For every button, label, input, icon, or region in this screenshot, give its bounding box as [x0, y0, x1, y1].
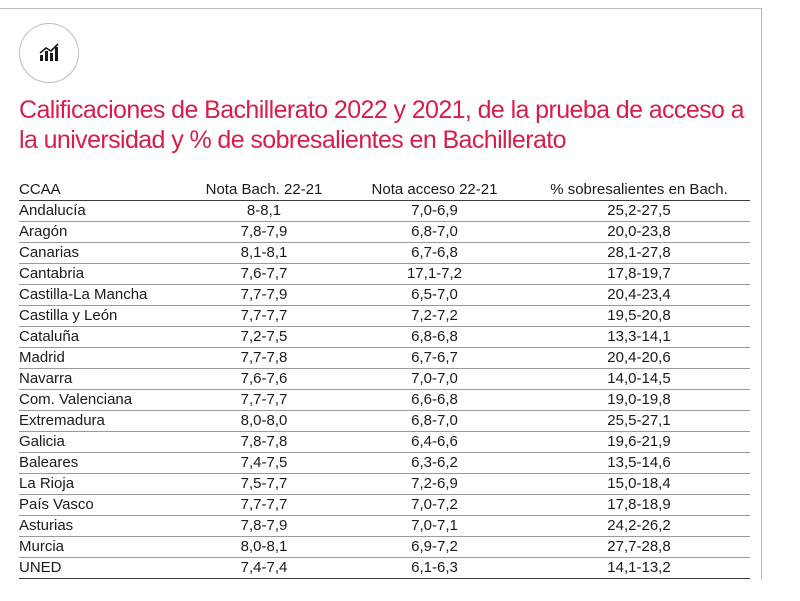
- nota-acceso-cell: 6,7-6,8: [341, 243, 528, 264]
- sobresalientes-cell: 25,5-27,1: [528, 411, 750, 432]
- nota-acceso-cell: 6,8-6,8: [341, 327, 528, 348]
- region-cell: Cataluña: [19, 327, 187, 348]
- table-row: [19, 369, 750, 390]
- table-row: [19, 558, 750, 579]
- sobresalientes-cell: 14,1-13,2: [528, 558, 750, 579]
- bar-chart-icon: [37, 41, 61, 65]
- region-cell: Canarias: [19, 243, 187, 264]
- table-row: [19, 537, 750, 558]
- sobresalientes-cell: 28,1-27,8: [528, 243, 750, 264]
- nota-bach-cell: 7,6-7,6: [187, 369, 341, 390]
- nota-acceso-cell: 7,0-6,9: [341, 201, 528, 222]
- table-row: [19, 306, 750, 327]
- nota-bach-cell: 7,5-7,7: [187, 474, 341, 495]
- table-row: [19, 285, 750, 306]
- sobresalientes-cell: 13,3-14,1: [528, 327, 750, 348]
- sobresalientes-cell: 27,7-28,8: [528, 537, 750, 558]
- sobresalientes-cell: 19,6-21,9: [528, 432, 750, 453]
- nota-acceso-cell: 6,1-6,3: [341, 558, 528, 579]
- nota-acceso-cell: 6,6-6,8: [341, 390, 528, 411]
- nota-acceso-cell: 7,2-7,2: [341, 306, 528, 327]
- nota-acceso-cell: 6,7-6,7: [341, 348, 528, 369]
- column-header-ccaa: CCAA: [19, 180, 187, 201]
- nota-bach-cell: 7,7-7,9: [187, 285, 341, 306]
- table-row: [19, 411, 750, 432]
- table-row: [19, 348, 750, 369]
- region-cell: Castilla-La Mancha: [19, 285, 187, 306]
- table-row: [19, 327, 750, 348]
- sobresalientes-cell: 17,8-18,9: [528, 495, 750, 516]
- frame-top-border: [0, 8, 762, 9]
- nota-acceso-cell: 6,4-6,6: [341, 432, 528, 453]
- nota-acceso-cell: 7,0-7,2: [341, 495, 528, 516]
- nota-bach-cell: 7,4-7,5: [187, 453, 341, 474]
- nota-acceso-cell: 6,9-7,2: [341, 537, 528, 558]
- nota-acceso-cell: 7,0-7,1: [341, 516, 528, 537]
- region-cell: Aragón: [19, 222, 187, 243]
- table-row: [19, 453, 750, 474]
- region-cell: La Rioja: [19, 474, 187, 495]
- sobresalientes-cell: 19,0-19,8: [528, 390, 750, 411]
- region-cell: UNED: [19, 558, 187, 579]
- region-cell: Extremadura: [19, 411, 187, 432]
- region-cell: Andalucía: [19, 201, 187, 222]
- region-cell: Cantabria: [19, 264, 187, 285]
- nota-acceso-cell: 7,0-7,0: [341, 369, 528, 390]
- nota-bach-cell: 8,0-8,0: [187, 411, 341, 432]
- sobresalientes-cell: 24,2-26,2: [528, 516, 750, 537]
- column-header-nota-acceso: Nota acceso 22-21: [341, 180, 528, 201]
- nota-bach-cell: 8,0-8,1: [187, 537, 341, 558]
- sobresalientes-cell: 20,0-23,8: [528, 222, 750, 243]
- chart-badge: [19, 23, 79, 83]
- nota-bach-cell: 7,8-7,9: [187, 516, 341, 537]
- data-table: [19, 180, 750, 579]
- sobresalientes-cell: 20,4-23,4: [528, 285, 750, 306]
- nota-acceso-cell: 6,8-7,0: [341, 411, 528, 432]
- table-row: [19, 264, 750, 285]
- column-header-nota-bach: Nota Bach. 22-21: [187, 180, 341, 201]
- table-row: [19, 243, 750, 264]
- nota-bach-cell: 8,1-8,1: [187, 243, 341, 264]
- sobresalientes-cell: 19,5-20,8: [528, 306, 750, 327]
- region-cell: Castilla y León: [19, 306, 187, 327]
- region-cell: Baleares: [19, 453, 187, 474]
- sobresalientes-cell: 15,0-18,4: [528, 474, 750, 495]
- nota-bach-cell: 7,2-7,5: [187, 327, 341, 348]
- nota-acceso-cell: 17,1-7,2: [341, 264, 528, 285]
- sobresalientes-cell: 20,4-20,6: [528, 348, 750, 369]
- nota-bach-cell: 7,7-7,7: [187, 390, 341, 411]
- nota-acceso-cell: 7,2-6,9: [341, 474, 528, 495]
- sobresalientes-cell: 25,2-27,5: [528, 201, 750, 222]
- region-cell: País Vasco: [19, 495, 187, 516]
- sobresalientes-cell: 17,8-19,7: [528, 264, 750, 285]
- nota-bach-cell: 7,4-7,4: [187, 558, 341, 579]
- nota-bach-cell: 8-8,1: [187, 201, 341, 222]
- table-row: [19, 201, 750, 222]
- region-cell: Madrid: [19, 348, 187, 369]
- column-header-sobresalientes: % sobresalientes en Bach.: [528, 180, 750, 201]
- nota-acceso-cell: 6,3-6,2: [341, 453, 528, 474]
- nota-acceso-cell: 6,8-7,0: [341, 222, 528, 243]
- nota-bach-cell: 7,8-7,8: [187, 432, 341, 453]
- nota-bach-cell: 7,7-7,8: [187, 348, 341, 369]
- nota-bach-cell: 7,8-7,9: [187, 222, 341, 243]
- nota-bach-cell: 7,7-7,7: [187, 306, 341, 327]
- table-body: [19, 201, 750, 579]
- nota-bach-cell: 7,7-7,7: [187, 495, 341, 516]
- sobresalientes-cell: 13,5-14,6: [528, 453, 750, 474]
- sobresalientes-cell: 14,0-14,5: [528, 369, 750, 390]
- region-cell: Navarra: [19, 369, 187, 390]
- table-row: [19, 432, 750, 453]
- table-row: [19, 390, 750, 411]
- table-row: [19, 222, 750, 243]
- region-cell: Asturias: [19, 516, 187, 537]
- region-cell: Galicia: [19, 432, 187, 453]
- table-row: [19, 474, 750, 495]
- region-cell: Com. Valenciana: [19, 390, 187, 411]
- region-cell: Murcia: [19, 537, 187, 558]
- chart-title: Calificaciones de Bachillerato 2022 y 2021, de la prueba de acceso a la universidad y % de sobresalientes en Bachillerato: [19, 96, 744, 154]
- table-row: [19, 495, 750, 516]
- frame-right-border: [761, 8, 762, 580]
- table-header-row: [19, 180, 750, 201]
- nota-acceso-cell: 6,5-7,0: [341, 285, 528, 306]
- table-row: [19, 516, 750, 537]
- nota-bach-cell: 7,6-7,7: [187, 264, 341, 285]
